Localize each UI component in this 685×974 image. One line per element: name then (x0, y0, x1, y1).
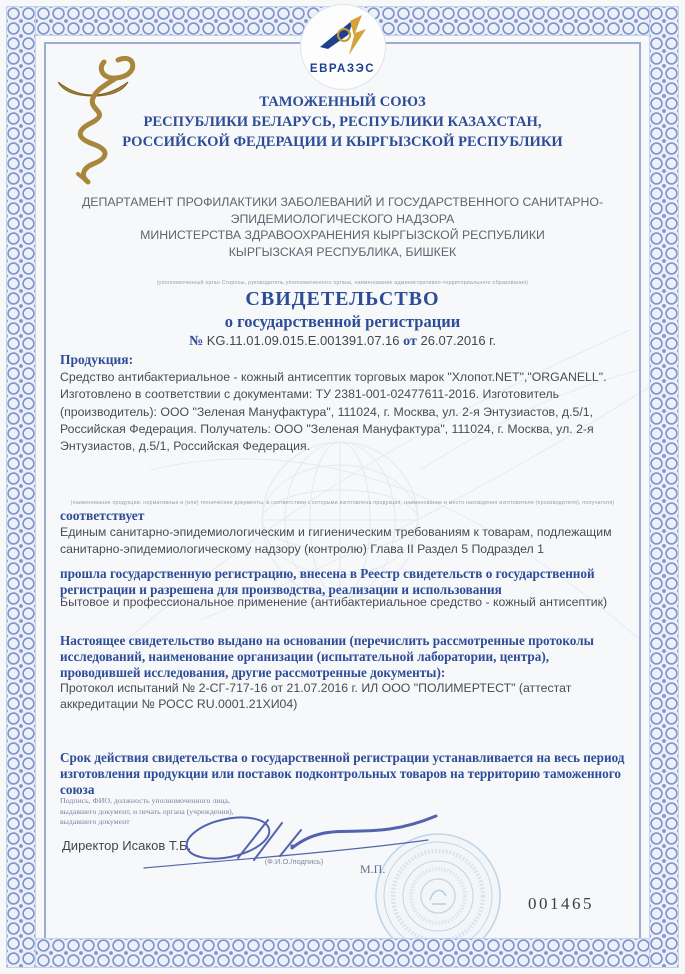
authority-fine-print: (уполномоченный орган Стороны, руководитель уполномоченного органа, наименование административно-территориального образования) (156, 280, 529, 286)
stamp-place-label: М.П. (360, 862, 386, 876)
certificate-number: KG.11.01.09.015.E.001391.07.16 (206, 333, 400, 348)
certificate-number-line (58, 333, 627, 350)
validity-statement: Срок действия свидетельства о государственной регистрации устанавливается на весь период изготовления продукции или поставок подконтрольных товаров на территорию таможенного союза (60, 750, 625, 797)
signature-caption: (Ф.И.О./подпись) (264, 857, 324, 866)
customs-union-header (58, 92, 627, 152)
union-line-1: ТАМОЖЕННЫЙ СОЮЗ (259, 94, 426, 110)
serial-number: 001465 (528, 894, 594, 913)
border-ornament-bottom (6, 938, 679, 968)
issuer-block (58, 194, 627, 260)
border-ornament-left (6, 6, 36, 968)
conforms-label: соответствует (60, 508, 145, 523)
number-label: № (189, 334, 204, 349)
application-scope: Бытовое и профессиональное применение (антибактериальное средство - кожный антисептик) (60, 595, 608, 609)
product-section-label: Продукция: (60, 352, 134, 367)
certificate-date: 26.07.2016 г. (420, 333, 496, 348)
eurasec-logo-label: ЕВРАЗЭС (309, 63, 376, 75)
registration-statement: прошла государственную регистрацию, внесена в Реестр свидетельств о государственной регистрации и разрешена для производства, реализации и использования (60, 566, 595, 597)
issuer-line-2: ЭПИДЕМИОЛОГИЧЕСКОГО НАДЗОРА (230, 211, 455, 226)
date-label: от (403, 334, 417, 349)
certificate-subtitle: о государственной регистрации (224, 312, 461, 331)
signature-note-line-3: выдавшего документ (60, 817, 130, 827)
issuer-line-1: ДЕПАРТАМЕНТ ПРОФИЛАКТИКИ ЗАБОЛЕВАНИЙ И ГОСУДАРСТВЕННОГО САНИТАРНО- (81, 195, 604, 209)
union-line-3: РОССИЙСКОЙ ФЕДЕРАЦИИ И КЫРГЫЗСКОЙ РЕСПУБЛИКИ (122, 134, 563, 150)
certificate-title: СВИДЕТЕЛЬСТВО (245, 288, 440, 310)
eurasec-emblem-icon (302, 11, 384, 61)
director-name: Директор Исаков Т.Б. (62, 838, 192, 853)
test-protocol: Протокол испытаний № 2-СГ-717-16 от 21.07.2016 г. ИЛ ООО "ПОЛИМЕРТЕСТ" (аттестат аккредитации № РОСС RU.0001.21ХИ04) (60, 681, 572, 711)
signature-note-line-1: Подпись, ФИО, должность уполномоченного лица, (60, 796, 230, 805)
signature-note-line-2: выдавшего документ, и печать органа (учреждения), (60, 806, 234, 816)
eurasec-logo (300, 4, 386, 90)
border-ornament-right (649, 6, 679, 968)
issuer-line-4: КЫРГЫЗСКАЯ РЕСПУБЛИКА, БИШКЕК (228, 244, 457, 259)
product-fine-print: (наименование продукции, нормативные и (или) технические документы, в соответствии с которыми изготовлена продукция, наименование и место нахождения изготовителя (производителя), получателя) (70, 500, 615, 506)
basis-statement: Настоящее свидетельство выдано на основании (перечислить рассмотренные протоколы исследований, наименование организации (испытательной лаборатории, центра), проводившей исследования, другие рассмотренные документы): (60, 633, 594, 680)
issuer-line-3: МИНИСТЕРСТВА ЗДРАВООХРАНЕНИЯ КЫРГЫЗСКОЙ РЕСПУБЛИКИ (140, 228, 545, 242)
union-line-2: РЕСПУБЛИКИ БЕЛАРУСЬ, РЕСПУБЛИКИ КАЗАХСТАН, (143, 114, 542, 130)
conforms-text: Единым санитарно-эпидемиологическим и гигиеническим требованиям к товарам, подлежащим санитарно-эпидемиологическому надзору (контролю) Глава II Раздел 5 Подраздел 1 (60, 525, 612, 556)
product-description: Средство антибактериальное - кожный антисептик торговых марок "Хлопот.NET","ORGANELL". Изготовлено в соответствии с документами: ТУ 2381-001-02477611-2016. Изготовитель (производитель): ООО "Зеленая Мануфактура", 111024, г. Москва, ул. 2-я Энтузиастов, д.5/1, Российская Федерация. Получатель: ООО "Зеленая Мануфактура", 111024, г. Москва, ул. 2-я Энтузиастов, д.5/1, Российская Федерация. (60, 370, 607, 454)
